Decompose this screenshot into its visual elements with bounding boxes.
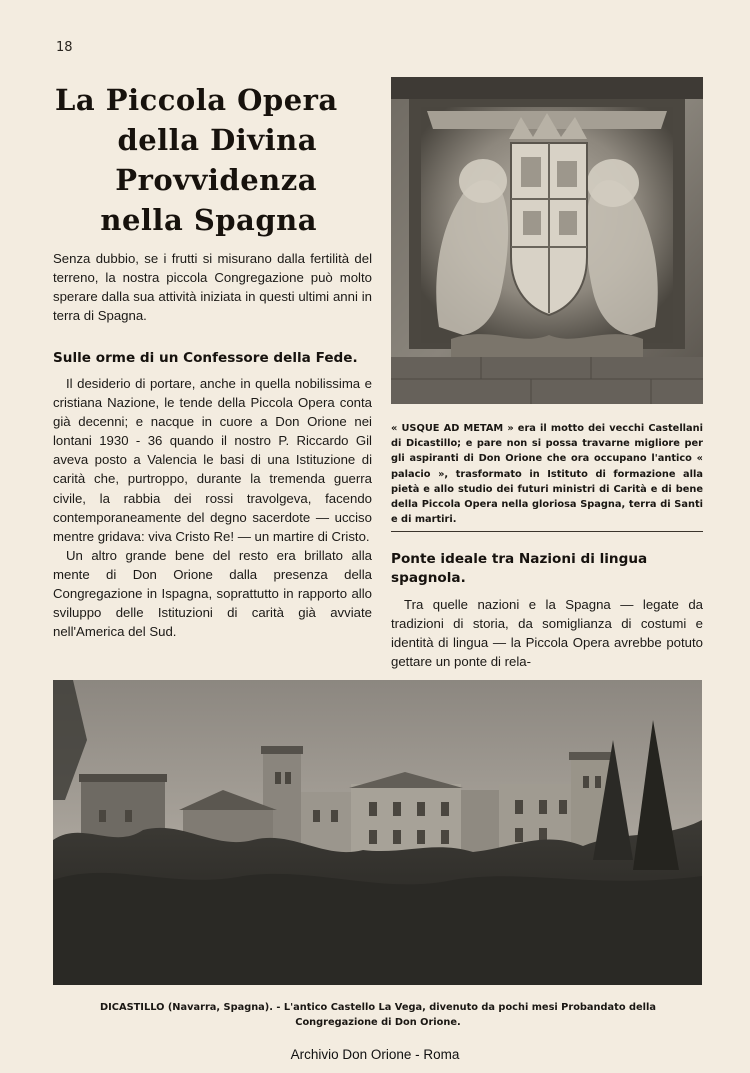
- coat-of-arms-photo: [391, 77, 703, 404]
- section-body-ponte: [391, 595, 703, 671]
- page-number: 18: [56, 40, 73, 55]
- coat-of-arms-caption: « USQUE AD METAM » era il motto dei vecchi Castellani di Dicastillo; e pare non si possa travarne migliore per gli aspiranti di Don Orione che ora occupano l'antico « palacio », trasformato in Istituto di formazione alla pietà e allo studio dei futuri ministri di Carità e di bene della Piccola Opera nella gloriosa Spagna, terra di Santi e di martiri.: [391, 423, 703, 526]
- intro-paragraph: Senza dubbio, se i frutti si misurano dalla fertilità del terreno, la nostra piccola Congregazione può molto sperare dalla sua attività iniziata in questi ultimi anni in terra di Spagna.: [53, 251, 372, 323]
- title-line: della Divina: [117, 123, 317, 157]
- caption-divider: [391, 531, 703, 532]
- body-paragraph: Tra quelle nazioni e la Spagna — legate da tradizioni di storia, da somiglianza di costumi e identità di lingua — la Piccola Opera avrebbe potuto gettare un ponte di rela-: [391, 597, 703, 670]
- castle-caption: DICASTILLO (Navarra, Spagna). - L'antico Castello La Vega, divenuto da pochi mesi Probandato della Congregazione di Don Orione.: [100, 1002, 656, 1028]
- castle-photo: [53, 680, 702, 985]
- archive-footer: Archivio Don Orione - Roma: [290, 1047, 460, 1062]
- title-line: La Piccola Opera: [55, 83, 338, 117]
- article-title: [55, 80, 338, 240]
- body-paragraph: Un altro grande bene del resto era brillato alla mente di Don Orione dalla presenza della Congregazione in Ispagna, soprattutto in rapporto allo sviluppo delle Istituzioni di carità già avviate nell'America del Sud.: [53, 547, 372, 640]
- section-heading-ponte: Ponte ideale tra Nazioni di lingua spagnola.: [391, 551, 648, 586]
- section-body-confessore: [53, 374, 372, 641]
- title-line: nella Spagna: [100, 203, 317, 237]
- body-paragraph: Il desiderio di portare, anche in quella nobilissima e cristiana Nazione, le tende della Piccola Opera conta già decenni; e nacque in cuore a Don Orione nei lontani 1930 - 36 quando il nostro P. Riccardo Gil aveva posto a Valencia le basi di una Istituzione di carità che, purtroppo, durante la tremenda guerra civile, la rabbia dei rossi travolgeva, facendo contemporaneamente del degno sacerdote — ucciso mentre gridava: viva Cristo Re! — un martire di Cristo.: [53, 376, 372, 544]
- title-line: Provvidenza: [115, 163, 317, 197]
- section-heading-confessore: Sulle orme di un Confessore della Fede.: [53, 350, 358, 366]
